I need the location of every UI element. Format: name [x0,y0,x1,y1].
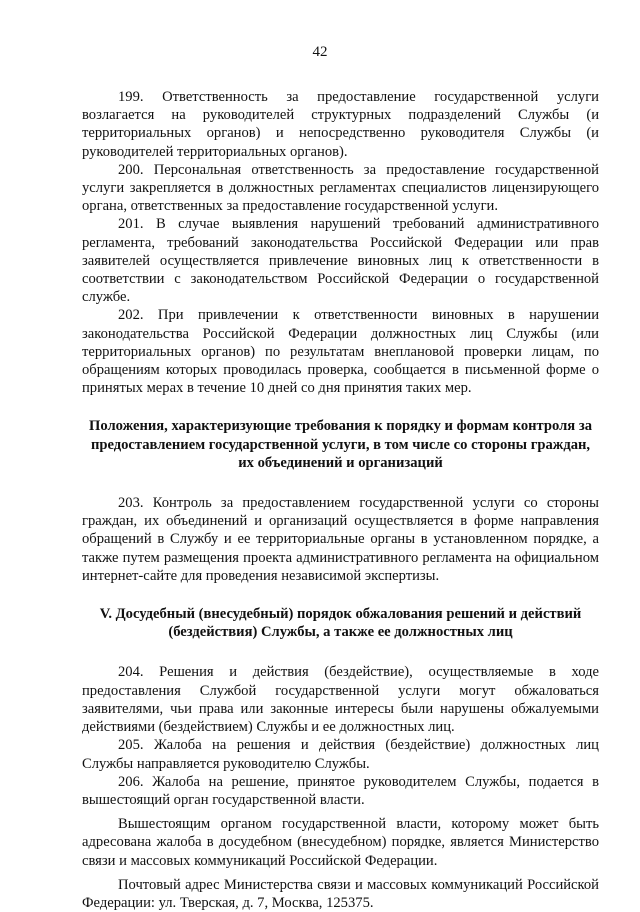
section-heading-control: Положения, характеризующие требования к порядку и формам контроля за предоставлением государственной услуги, в том числе со стороны граждан, их объединений и организаций [89,418,592,471]
page-number: 42 [312,44,328,60]
paragraph-204: 204. Решения и действия (бездействие), осуществляемые в ходе предоставления Службой государственной услуги могут обжаловаться заявителями, чьи права или законные интересы были нарушены обжалуемыми действиями (бездействием) Службы и ее должностных лиц. [82,664,599,736]
paragraph-203: 203. Контроль за предоставлением государственной услуги со стороны граждан, их объединений и организаций осуществляется в форме направления обращений в Службу и ее территориальные органы в установленном порядке, а также путем размещения проекта административного регламента на официальном интернет-сайте для проведения независимой экспертизы. [82,495,599,584]
section-heading-v: V. Досудебный (внесудебный) порядок обжалования решений и действий (бездействия) Службы, а также ее должностных лиц [99,606,582,641]
paragraph-205: 205. Жалоба на решения и действия (бездействие) должностных лиц Службы направляется руководителю Службы. [82,737,599,772]
document-body [82,88,599,912]
paragraph-201: 201. В случае выявления нарушений требований административного регламента, требований законодательства Российской Федерации или прав заявителей осуществляется привлечение виновных лиц к ответственности в соответствии с законодательством Российской Федерации о государственной службе. [82,216,599,306]
paragraph-206: 206. Жалоба на решение, принятое руководителем Службы, подается в вышестоящий орган государственной власти. [82,773,599,808]
paragraph-199: 199. Ответственность за предоставление государственной услуги возлагается на руководителей структурных подразделений Службы (и территориальных органов) и непосредственно руководителя Службы (и руководителей территориальных органов). [82,89,599,160]
paragraph-postal-address: Почтовый адрес Министерства связи и массовых коммуникаций Российской Федерации: ул. Тверская, д. 7, Москва, 125375. [82,876,599,911]
paragraph-202: 202. При привлечении к ответственности виновных в нарушении законодательства Российской Федерации должностных лиц Службы (или территориальных органов) по результатам внеплановой проверки лицам, по обращениям которых проводилась проверка, сообщается в письменной форме о принятых мерах в течение 10 дней со дня принятия таких мер. [82,307,599,397]
paragraph-higher-authority: Вышестоящим органом государственной власти, которому может быть адресована жалоба в досудебном (внесудебном) порядке, является Министерство связи и массовых коммуникаций Российской Федерации. [82,816,599,869]
paragraph-200: 200. Персональная ответственность за предоставление государственной услуги закрепляется в должностных регламентах специалистов лицензирующего органа, ответственных за предоставление государственной услуги. [82,161,599,215]
